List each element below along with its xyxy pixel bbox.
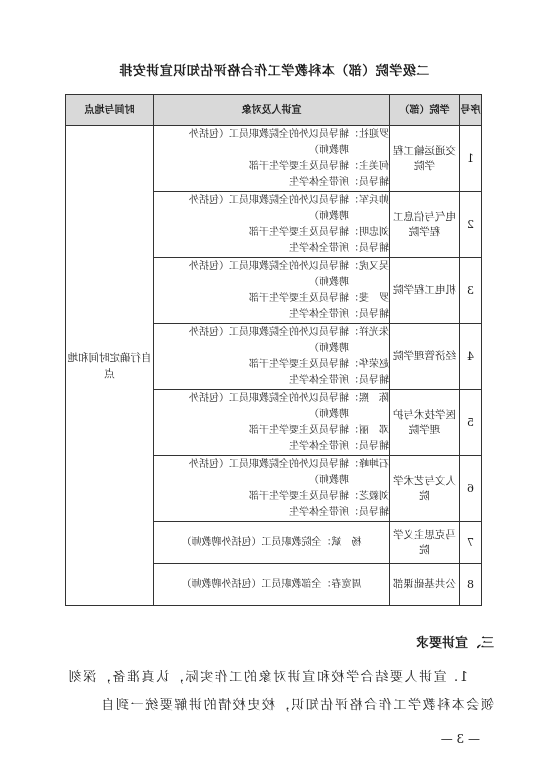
speaker-line: 朱光祥：辅导员以外的全院教职员工（包括外 [189, 326, 389, 338]
speaker-line: 刘毅芝：辅导员及主要学生干部 [249, 490, 389, 502]
speaker-cell [154, 126, 390, 192]
speaker-line: 聘教师） [309, 210, 349, 222]
speaker-line: 何美主：辅导员及主要学生干部 [249, 160, 389, 172]
speaker-line: 石坤峰：辅导员以外的全院教职员工（包括外 [189, 458, 389, 470]
speaker-line: 陈 熙：辅导员以外的全院教职员工（包括外 [189, 392, 389, 404]
table-row [66, 126, 482, 192]
college-name: 人文与艺术学院 [390, 456, 460, 522]
speaker-line: 聘教师） [309, 144, 349, 156]
row-number: 8 [460, 564, 482, 606]
college-name: 医学技术与护理学院 [390, 390, 460, 456]
speaker-line: 帅兵军：辅导员以外的全院教职员工（包括外 [189, 194, 389, 206]
schedule-table [65, 94, 482, 606]
row-number: 2 [460, 192, 482, 258]
section-heading: 三、宣讲要求 [415, 636, 494, 651]
speaker-line: 赵荣华：辅导员及主要学生干部 [249, 358, 389, 370]
college-name: 电气与信息工程学院 [390, 192, 460, 258]
speaker-line: 罗 斐：辅导员及主要学生干部 [249, 292, 389, 304]
page-title: 二级学院（部）本科教学工作合格评估知识宣讲安排 [118, 64, 430, 79]
body-paragraph: 1. 宣讲人要结合学校和宣讲对象的工作实际，认真准备，深刻领会本科教学工作合格评估知识，校史校情的讲解要统一到自 [67, 670, 494, 713]
speaker-line: 吴又虎：辅导员以外的全院教职员工（包括外 [189, 260, 389, 272]
speaker-line: 辅导员：所带全体学生 [289, 176, 389, 188]
speaker-line: 聘教师） [309, 342, 349, 354]
speaker-line: 聘教师） [309, 408, 349, 420]
speaker-cell [154, 192, 390, 258]
speaker-line: 刘忠明：辅导员及主要学生干部 [249, 226, 389, 238]
speaker-line: 辅导员：所带全体学生 [289, 242, 389, 254]
college-name: 经济管理学院 [390, 324, 460, 390]
speaker-cell [154, 324, 390, 390]
speaker-line: 罗迎社：辅导员以外的全院教职员工（包括外 [189, 128, 389, 140]
speaker-line: 聘教师） [309, 474, 349, 486]
header-college: 学院（部） [390, 95, 460, 126]
speaker-line: 辅导员：所带全体学生 [289, 440, 389, 452]
speaker-line: 周宽春：全部教职员工（包括外聘教师） [181, 578, 362, 590]
college-name: 机电工程学院 [390, 258, 460, 324]
header-time-place: 时间与地点 [66, 95, 154, 126]
speaker-cell [154, 258, 390, 324]
college-name: 公共基础课部 [390, 564, 460, 606]
header-num: 序号 [460, 95, 482, 126]
row-number: 7 [460, 522, 482, 564]
college-name: 交通运输工程学院 [390, 126, 460, 192]
speaker-line: 聘教师） [309, 276, 349, 288]
table-body [66, 126, 482, 606]
speaker-cell [154, 564, 390, 606]
speaker-cell [154, 390, 390, 456]
table-header-row [66, 95, 482, 126]
row-number: 6 [460, 456, 482, 522]
speaker-line: 辅导员：所带全体学生 [289, 374, 389, 386]
speaker-line: 邓 丽：辅导员及主要学生干部 [249, 424, 389, 436]
speaker-cell [154, 456, 390, 522]
college-name: 马克思主义学院 [390, 522, 460, 564]
speaker-cell [154, 522, 390, 564]
speaker-line: 杨 斌：全院教职员工（包括外聘教师） [181, 536, 362, 548]
row-number: 4 [460, 324, 482, 390]
row-number: 3 [460, 258, 482, 324]
speaker-line: 辅导员：所带全体学生 [289, 308, 389, 320]
time-place-cell: 自行确定时间和地点 [66, 126, 154, 606]
row-number: 1 [460, 126, 482, 192]
speaker-line: 辅导员：所带全体学生 [289, 506, 389, 518]
page-number: — 3 — [440, 732, 480, 746]
row-number: 5 [460, 390, 482, 456]
header-speakers: 宣讲人及对象 [154, 95, 390, 126]
